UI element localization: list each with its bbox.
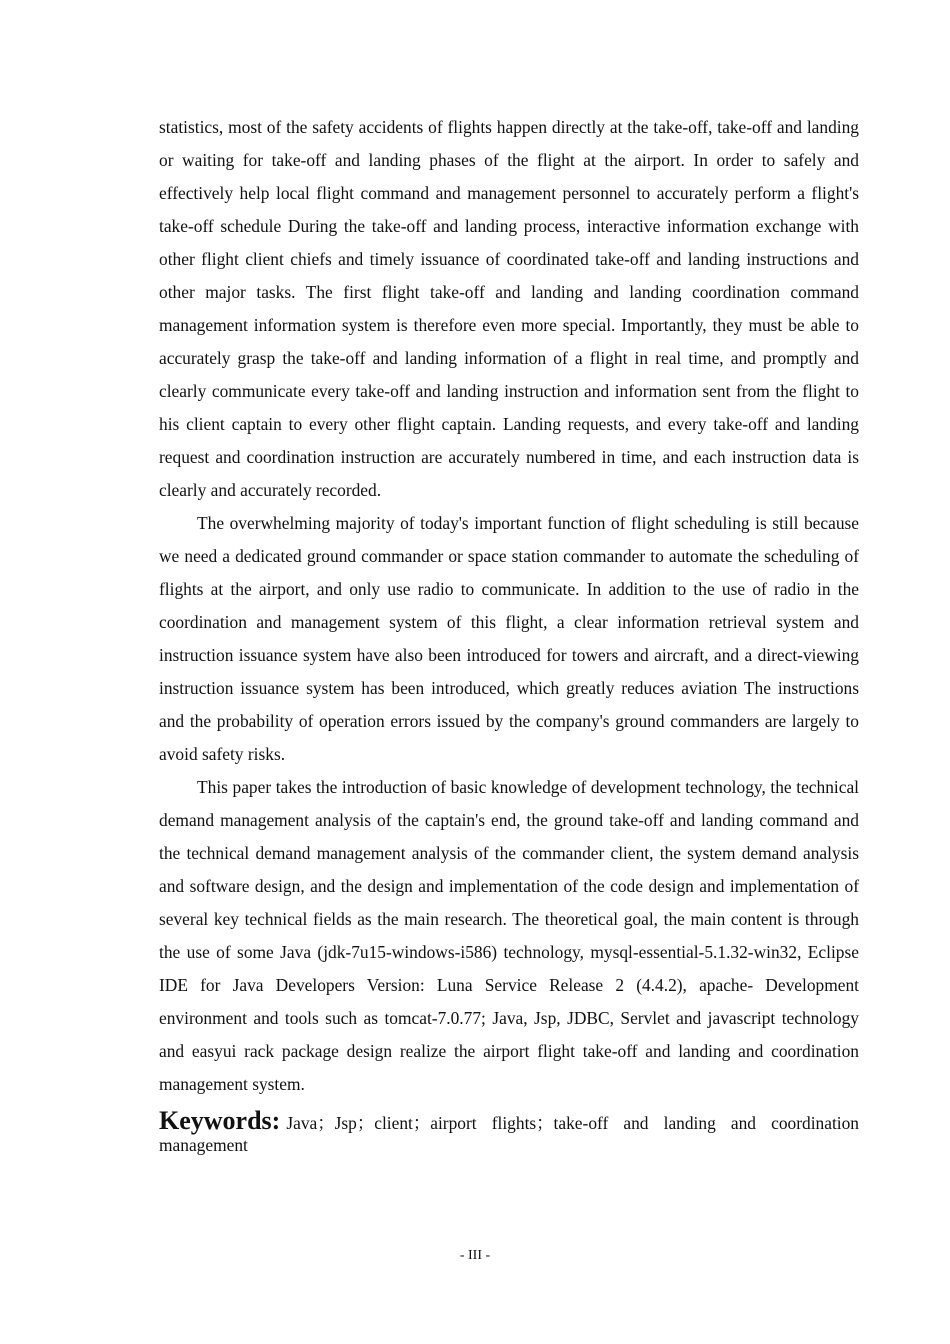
paragraph-2: The overwhelming majority of today's important function of flight scheduling is still because we need a dedicated ground commander or space station commander to automate the scheduling of flights at the airport, and only use radio to communicate. In addition to the use of radio in the coordination and management system of this flight, a clear information retrieval system and instruction issuance system have also been introduced for towers and aircraft, and a direct-viewing instruction issuance system has been introduced, which greatly reduces aviation The instructions and the probability of operation errors issued by the company's ground commanders are largely to avoid safety risks. [159,513,859,764]
keywords-text: Java；Jsp；client；airport flights；take-off and landing and coordination management [159,1113,859,1155]
keywords-label: Keywords: [159,1106,281,1135]
keywords-section [159,1106,859,1156]
document-body [159,111,859,1156]
paragraph-1: statistics, most of the safety accidents of flights happen directly at the take-off, take-off and landing or waiting for take-off and landing phases of the flight at the airport. In order to safely and effectively help local flight command and management personnel to accurately perform a flight's take-off schedule During the take-off and landing process, interactive information exchange with other flight client chiefs and timely issuance of coordinated take-off and landing instructions and other major tasks. The first flight take-off and landing and landing coordination command management information system is therefore even more special. Importantly, they must be able to accurately grasp the take-off and landing information of a flight in real time, and promptly and clearly communicate every take-off and landing instruction and information sent from the flight to his client captain to every other flight captain. Landing requests, and every take-off and landing request and coordination instruction are accurately numbered in time, and each instruction data is clearly and accurately recorded. [159,117,859,500]
paragraph-3: This paper takes the introduction of basic knowledge of development technology, the technical demand management analysis of the captain's end, the ground take-off and landing command and the technical demand management analysis of the commander client, the system demand analysis and software design, and the design and implementation of the code design and implementation of several key technical fields as the main research. The theoretical goal, the main content is through the use of some Java (jdk-7u15-windows-i586) technology, mysql-essential-5.1.32-win32, Eclipse IDE for Java Developers Version: Luna Service Release 2 (4.4.2), apache- Development environment and tools such as tomcat-7.0.77; Java, Jsp, JDBC, Servlet and javascript technology and easyui rack package design realize the airport flight take-off and landing and coordination management system. [159,777,859,1094]
page-number: - III - [459,1248,491,1263]
